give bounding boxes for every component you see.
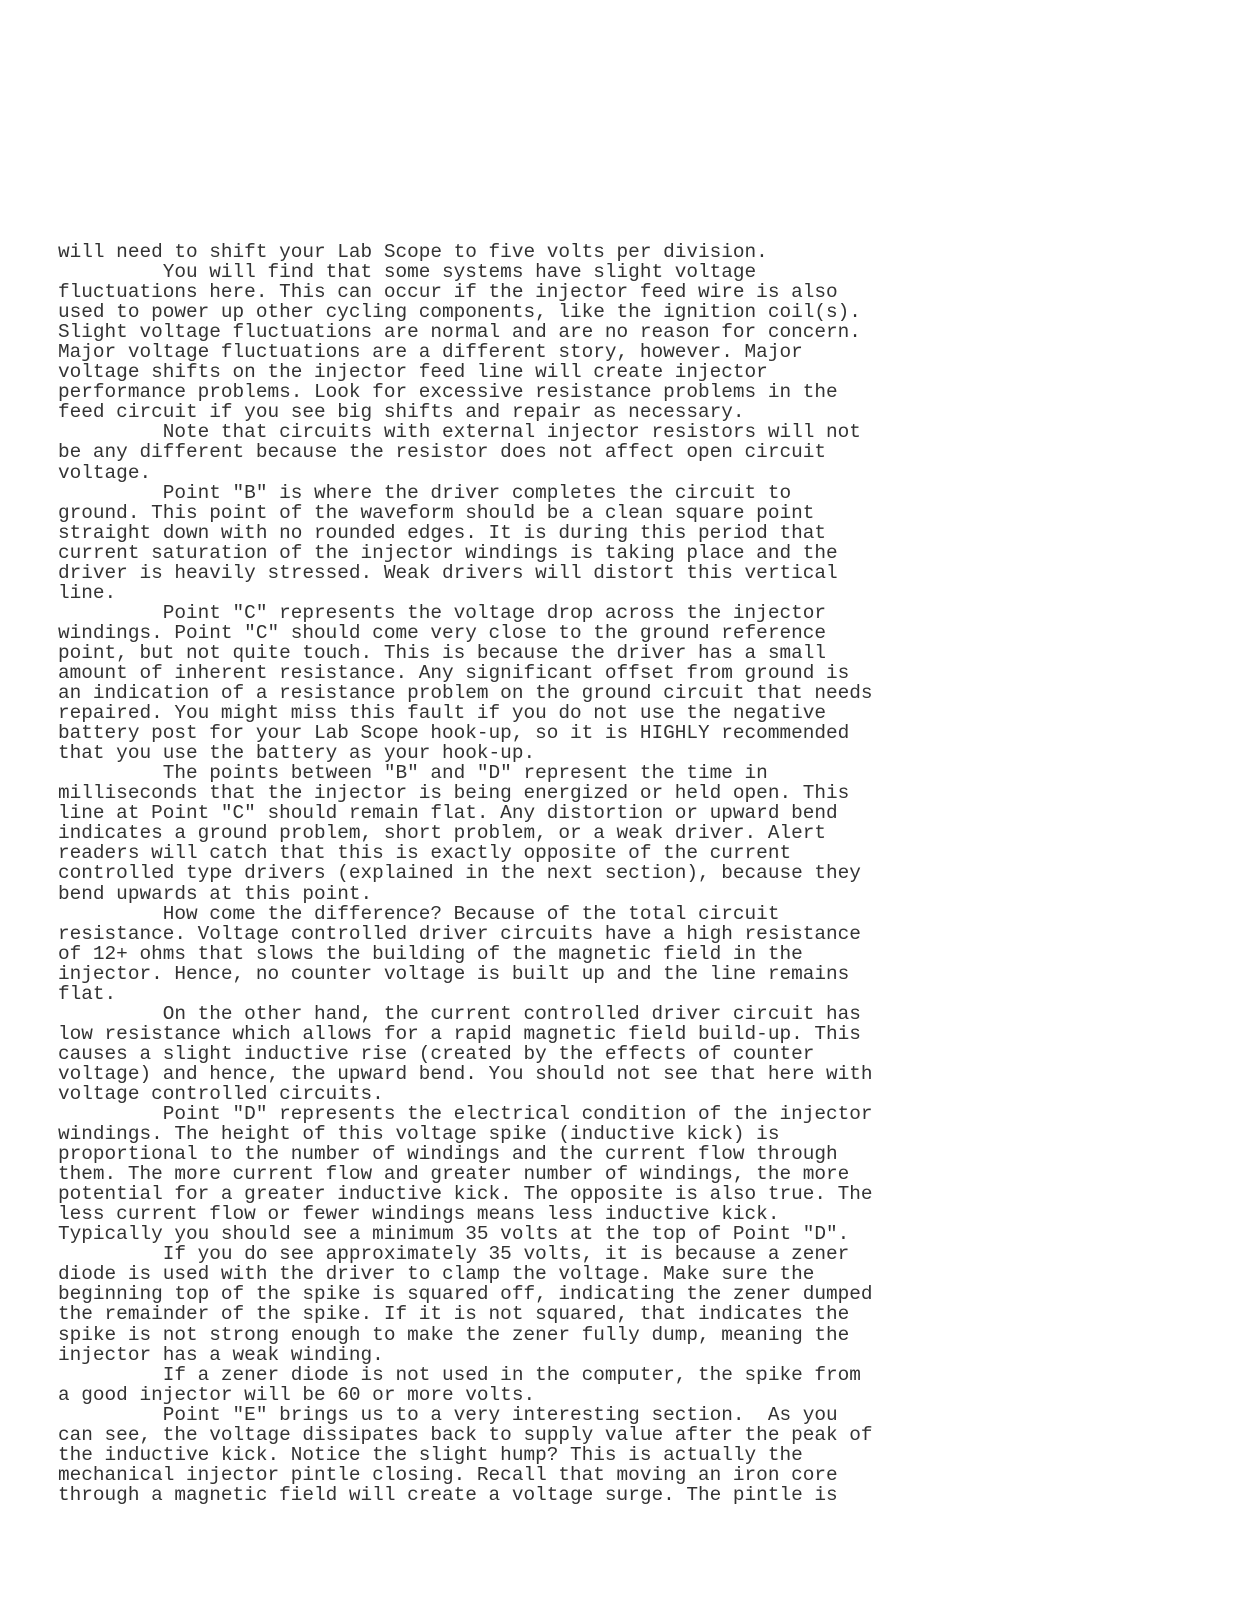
text-line: windings. Point "C" should come very close to the ground reference xyxy=(58,621,826,644)
text-line: less current flow or fewer windings means less inductive kick. xyxy=(58,1203,780,1226)
text-line: voltage controlled circuits. xyxy=(58,1082,384,1105)
text-line: Note that circuits with external injector resistors will not xyxy=(58,421,861,444)
text-line: milliseconds that the injector is being energized or held open. This xyxy=(58,782,850,805)
text-line: Slight voltage fluctuations are normal and are no reason for concern. xyxy=(58,321,861,344)
text-line: diode is used with the driver to clamp the voltage. Make sure the xyxy=(58,1263,815,1286)
text-line: used to power up other cycling components, like the ignition coil(s). xyxy=(58,301,861,324)
text-line: can see, the voltage dissipates back to supply value after the peak of xyxy=(58,1423,873,1446)
text-line: Major voltage fluctuations are a different story, however. Major xyxy=(58,341,803,364)
text-line: line at Point "C" should remain flat. Any distortion or upward bend xyxy=(58,802,838,825)
text-line: resistance. Voltage controlled driver circuits have a high resistance xyxy=(58,922,861,945)
text-line: the remainder of the spike. If it is not squared, that indicates the xyxy=(58,1303,850,1326)
text-line: mechanical injector pintle closing. Recall that moving an iron core xyxy=(58,1463,838,1486)
text-line: bend upwards at this point. xyxy=(58,882,373,905)
text-line: beginning top of the spike is squared off, indicating the zener dumped xyxy=(58,1283,873,1306)
text-line: controlled type drivers (explained in the next section), because they xyxy=(58,862,861,885)
text-line: fluctuations here. This can occur if the injector feed wire is also xyxy=(58,281,838,304)
text-line: proportional to the number of windings and the current flow through xyxy=(58,1143,838,1166)
text-line: Typically you should see a minimum 35 volts at the top of Point "D". xyxy=(58,1223,850,1246)
text-line: Point "D" represents the electrical condition of the injector xyxy=(58,1103,873,1126)
text-line: ground. This point of the waveform should be a clean square point xyxy=(58,501,815,524)
text-line: indicates a ground problem, short problem, or a weak driver. Alert xyxy=(58,822,826,845)
text-line: On the other hand, the current controlled driver circuit has xyxy=(58,1002,861,1025)
text-line: point, but not quite touch. This is because the driver has a small xyxy=(58,641,826,664)
text-line: potential for a greater inductive kick. The opposite is also true. The xyxy=(58,1183,873,1206)
text-line: spike is not strong enough to make the zener fully dump, meaning the xyxy=(58,1323,850,1346)
text-line: voltage shifts on the injector feed line will create injector xyxy=(58,361,768,384)
text-line: driver is heavily stressed. Weak drivers will distort this vertical xyxy=(58,561,838,584)
text-line: voltage) and hence, the upward bend. You should not see that here with xyxy=(58,1062,873,1085)
text-line: windings. The height of this voltage spike (inductive kick) is xyxy=(58,1123,780,1146)
text-line: amount of inherent resistance. Any significant offset from ground is xyxy=(58,661,850,684)
text-line: current saturation of the injector windings is taking place and the xyxy=(58,541,838,564)
text-line: readers will catch that this is exactly opposite of the current xyxy=(58,842,792,865)
text-line: of 12+ ohms that slows the building of the magnetic field in the xyxy=(58,942,803,965)
text-line: an indication of a resistance problem on the ground circuit that needs xyxy=(58,682,873,705)
text-line: If you do see approximately 35 volts, it is because a zener xyxy=(58,1243,850,1266)
text-line: battery post for your Lab Scope hook-up, so it is HIGHLY recommended xyxy=(58,722,850,745)
text-line: How come the difference? Because of the total circuit xyxy=(58,902,780,925)
text-line: the inductive kick. Notice the slight hump? This is actually the xyxy=(58,1443,803,1466)
text-line: injector has a weak winding. xyxy=(58,1343,384,1366)
text-line: Point "C" represents the voltage drop across the injector xyxy=(58,601,826,624)
text-line: that you use the battery as your hook-up. xyxy=(58,742,536,765)
text-line: The points between "B" and "D" represent the time in xyxy=(58,762,768,785)
text-line: repaired. You might miss this fault if you do not use the negative xyxy=(58,702,826,725)
text-line: performance problems. Look for excessive resistance problems in the xyxy=(58,381,838,404)
text-line: Point "B" is where the driver completes the circuit to xyxy=(58,481,792,504)
text-line: voltage. xyxy=(58,461,152,484)
text-line: straight down with no rounded edges. It is during this period that xyxy=(58,521,826,544)
text-line: them. The more current flow and greater number of windings, the more xyxy=(58,1163,850,1186)
text-line: will need to shift your Lab Scope to five volts per division. xyxy=(58,241,768,263)
text-line: be any different because the resistor does not affect open circuit xyxy=(58,441,826,464)
text-line: a good injector will be 60 or more volts. xyxy=(58,1383,536,1406)
text-line: feed circuit if you see big shifts and repair as necessary. xyxy=(58,401,745,424)
document-body xyxy=(58,242,1208,1505)
text-line: injector. Hence, no counter voltage is built up and the line remains xyxy=(58,962,850,985)
text-line: Point "E" brings us to a very interesting section. As you xyxy=(58,1403,838,1426)
text-line: through a magnetic field will create a voltage surge. The pintle is xyxy=(58,1483,838,1506)
text-line: line. xyxy=(58,581,117,604)
text-line: low resistance which allows for a rapid magnetic field build-up. This xyxy=(58,1022,861,1045)
text-line: flat. xyxy=(58,982,117,1005)
text-line: You will find that some systems have slight voltage xyxy=(58,261,757,284)
text-line: causes a slight inductive rise (created by the effects of counter xyxy=(58,1042,815,1065)
text-line: If a zener diode is not used in the computer, the spike from xyxy=(58,1363,861,1386)
